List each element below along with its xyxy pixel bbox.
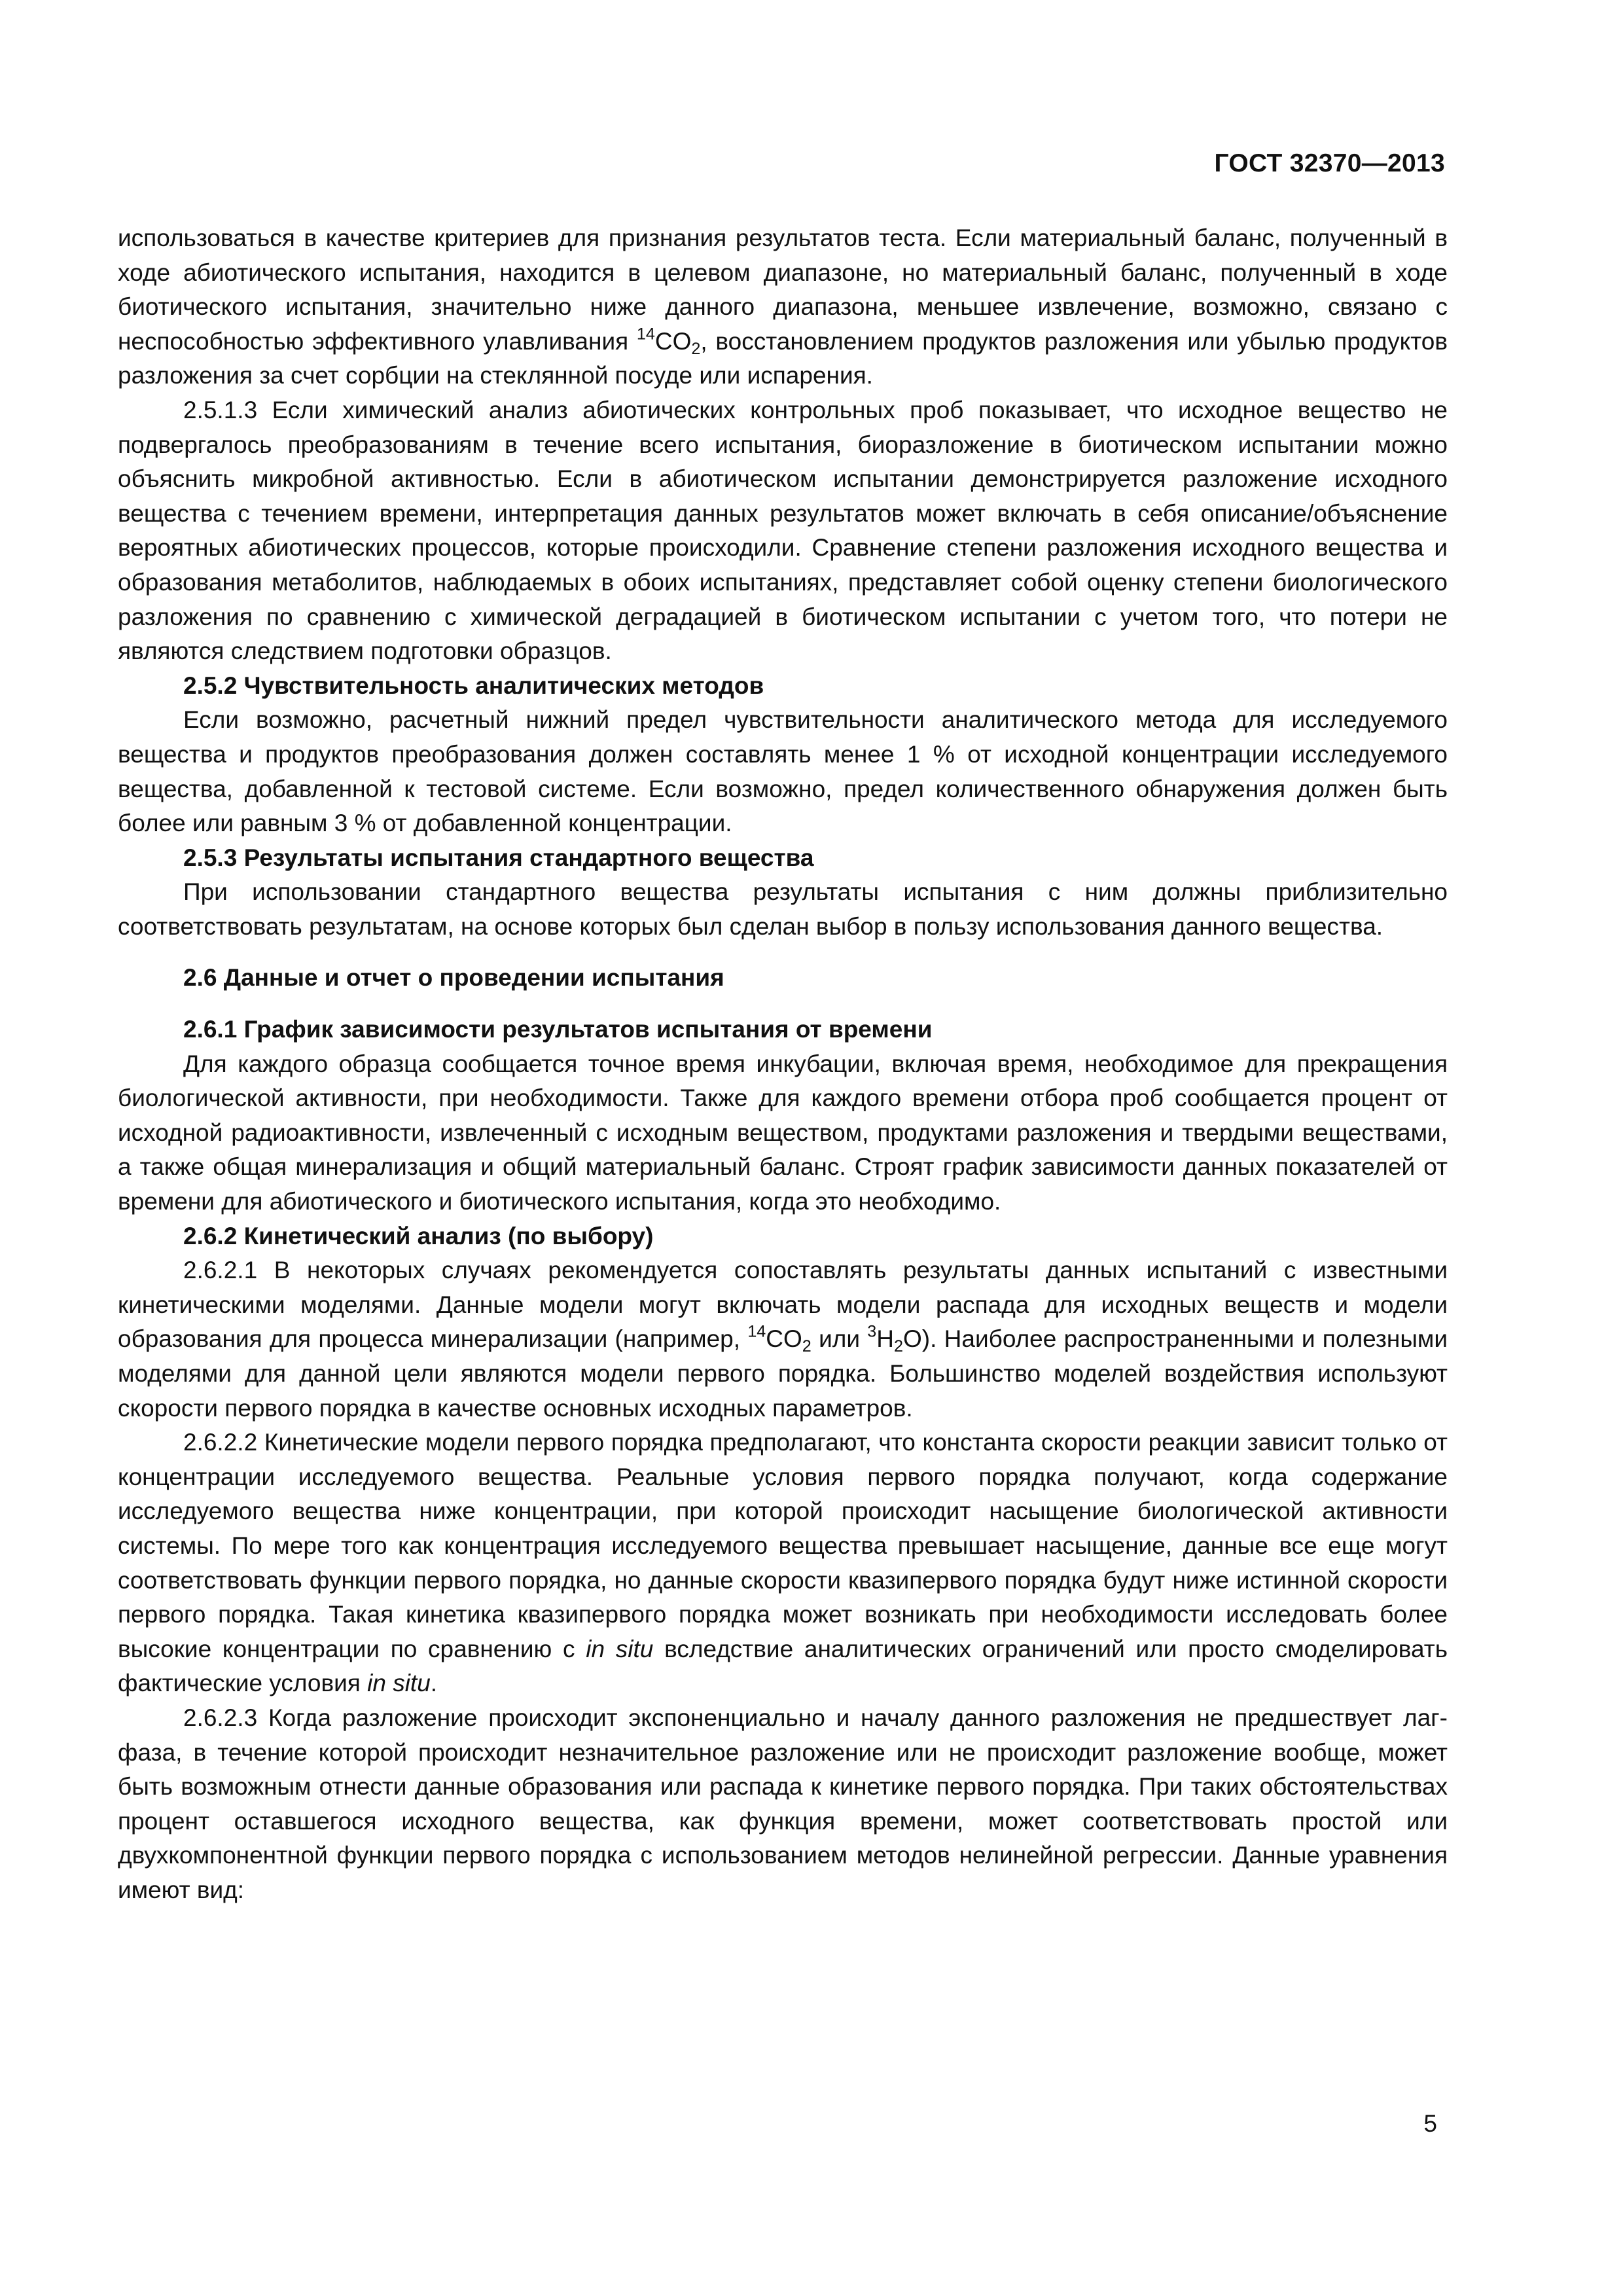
heading-2-5-3: 2.5.3 Результаты испытания стандартного вещества — [183, 844, 814, 871]
formula-text: CO — [766, 1325, 802, 1353]
heading-2-6: 2.6 Данные и отчет о проведении испытания — [183, 964, 724, 992]
paragraph-text: или — [819, 1325, 860, 1353]
paragraph-2-5-3: При использовании стандартного вещества результаты испытания с ним должны приблизительно соответствовать результатам, на основе которых был сделан выбор в пользу использования данного вещества. — [118, 878, 1448, 940]
isotope-superscript: 14 — [747, 1322, 766, 1341]
page-number: 5 — [1423, 2110, 1437, 2137]
paragraph-2-5-2: Если возможно, расчетный нижний предел чувствительности аналитического метода для исследуемого вещества и продуктов преобразования должен составлять менее 1 % от исходной концентрации исследуемого вещества, добавленной к тестовой системе. Если возможно, предел количественного обнаружения должен быть более или равным 3 % от добавленной концентрации. — [118, 706, 1448, 837]
heading-2-6-2: 2.6.2 Кинетический анализ (по выбору) — [183, 1222, 654, 1249]
paragraph-text: 2.6.2.2 Кинетические модели первого порядка предполагают, что константа скорости реакции зависит только от концентрации исследуемого вещества. Реальные условия первого порядка получают, когда содержание исследуемого вещества ниже концентрации, при которой происходит насыщение биологической активности системы. По мере того как концентрация исследуемого вещества превышает насыщение, данные все еще могут соответствовать функции первого порядка, но данные скорости квазипервого порядка будут ниже истинной скорости первого порядка. Такая кинетика квазипервого порядка может возникать при необходимости исследовать более высокие концентрации по сравнению с — [118, 1429, 1448, 1662]
paragraph-text: . — [430, 1670, 438, 1697]
heading-2-6-1: 2.6.1 График зависимости результатов испытания от времени — [183, 1016, 933, 1043]
heading-2-5-2: 2.5.2 Чувствительность аналитических методов — [183, 672, 764, 699]
paragraph-continuation — [118, 221, 1448, 393]
paragraph-text: , восстановлением продуктов разложения или убылью продуктов разложения за счет сорбции на стеклянной посуде или испарения. — [118, 327, 1448, 389]
paragraph-2-6-1: Для каждого образца сообщается точное время инкубации, включая время, необходимое для прекращения биологической активности, при необходимости. Также для каждого времени отбора проб сообщается процент от исходной радиоактивности, извлеченный с исходным веществом, продуктами разложения и твердыми веществами, а также общая минерализация и общий материальный баланс. Строят график зависимости данных показателей от времени для абиотического и биотического испытания, когда это необходимо. — [118, 1050, 1448, 1215]
document-body — [118, 221, 1448, 1908]
formula-text: CO — [654, 327, 692, 355]
paragraph-2-6-2-2 — [118, 1426, 1448, 1701]
isotope-superscript: 3 — [867, 1322, 877, 1341]
paragraph-text: использоваться в качестве критериев для признания результатов теста. Если материальный баланс, полученный в ходе абиотического испытания, находится в целевом диапазоне, но материальный баланс, полученный в ходе биотического испытания, значительно ниже данного диапазона, меньшее извлечение, возможно, связано с неспособностью эффективного улавливания — [118, 224, 1448, 355]
paragraph-2-6-2-1 — [118, 1253, 1448, 1426]
paragraph-text: Наиболее распространенными и полезными моделями для данной цели являются модели первого порядка. Большинство моделей воздействия используют скорости первого порядка в качестве основных исходных параметров. — [118, 1325, 1448, 1422]
isotope-superscript: 14 — [636, 325, 655, 344]
italic-term: in situ — [586, 1635, 654, 1662]
paragraph-text: 2.6.2.1 В некоторых случаях рекомендуется сопоставлять результаты данных испытаний с известными кинетическими моделями. Данные модели могут включать модели распада для исходных веществ и модели образования для процесса минерализации (например, — [118, 1257, 1448, 1353]
italic-term: in situ — [367, 1670, 431, 1697]
formula-text: O). — [903, 1325, 937, 1353]
paragraph-2-5-1-3: 2.5.1.3 Если химический анализ абиотических контрольных проб показывает, что исходное вещество не подвергалось преобразованиям в течение всего испытания, биоразложение в биотическом испытании можно объяснить микробной активностью. Если в абиотическом испытании демонстрируется разложение исходного вещества с течением времени, интерпретация данных результатов может включать в себя описание/объяснение вероятных абиотических процессов, которые происходили. Сравнение степени разложения исходного вещества и образования метаболитов, наблюдаемых в обоих испытаниях, представляет собой оценку степени биологического разложения по сравнению с химической деградацией в биотическом испытании с учетом того, что потери не являются следствием подготовки образцов. — [118, 396, 1448, 665]
formula-subscript: 2 — [802, 1337, 812, 1356]
paragraph-text: вследствие аналитических ограничений или просто смоделировать фактические условия — [118, 1635, 1448, 1697]
formula-text: H — [876, 1325, 894, 1353]
formula-subscript: 2 — [691, 339, 701, 358]
standard-header: ГОСТ 32370—2013 — [1214, 149, 1445, 177]
formula-subscript: 2 — [894, 1337, 903, 1356]
paragraph-2-6-2-3: 2.6.2.3 Когда разложение происходит экспоненциально и началу данного разложения не предшествует лаг-фаза, в течение которой происходит незначительное разложение или не происходит разложение вообще, может быть возможным отнести данные образования или распада к кинетике первого порядка. При таких обстоятельствах процент оставшегося исходного вещества, как функция времени, может соответствовать простой или двухкомпонентной функции первого порядка с использованием методов нелинейной регрессии. Данные уравнения имеют вид: — [118, 1704, 1448, 1903]
